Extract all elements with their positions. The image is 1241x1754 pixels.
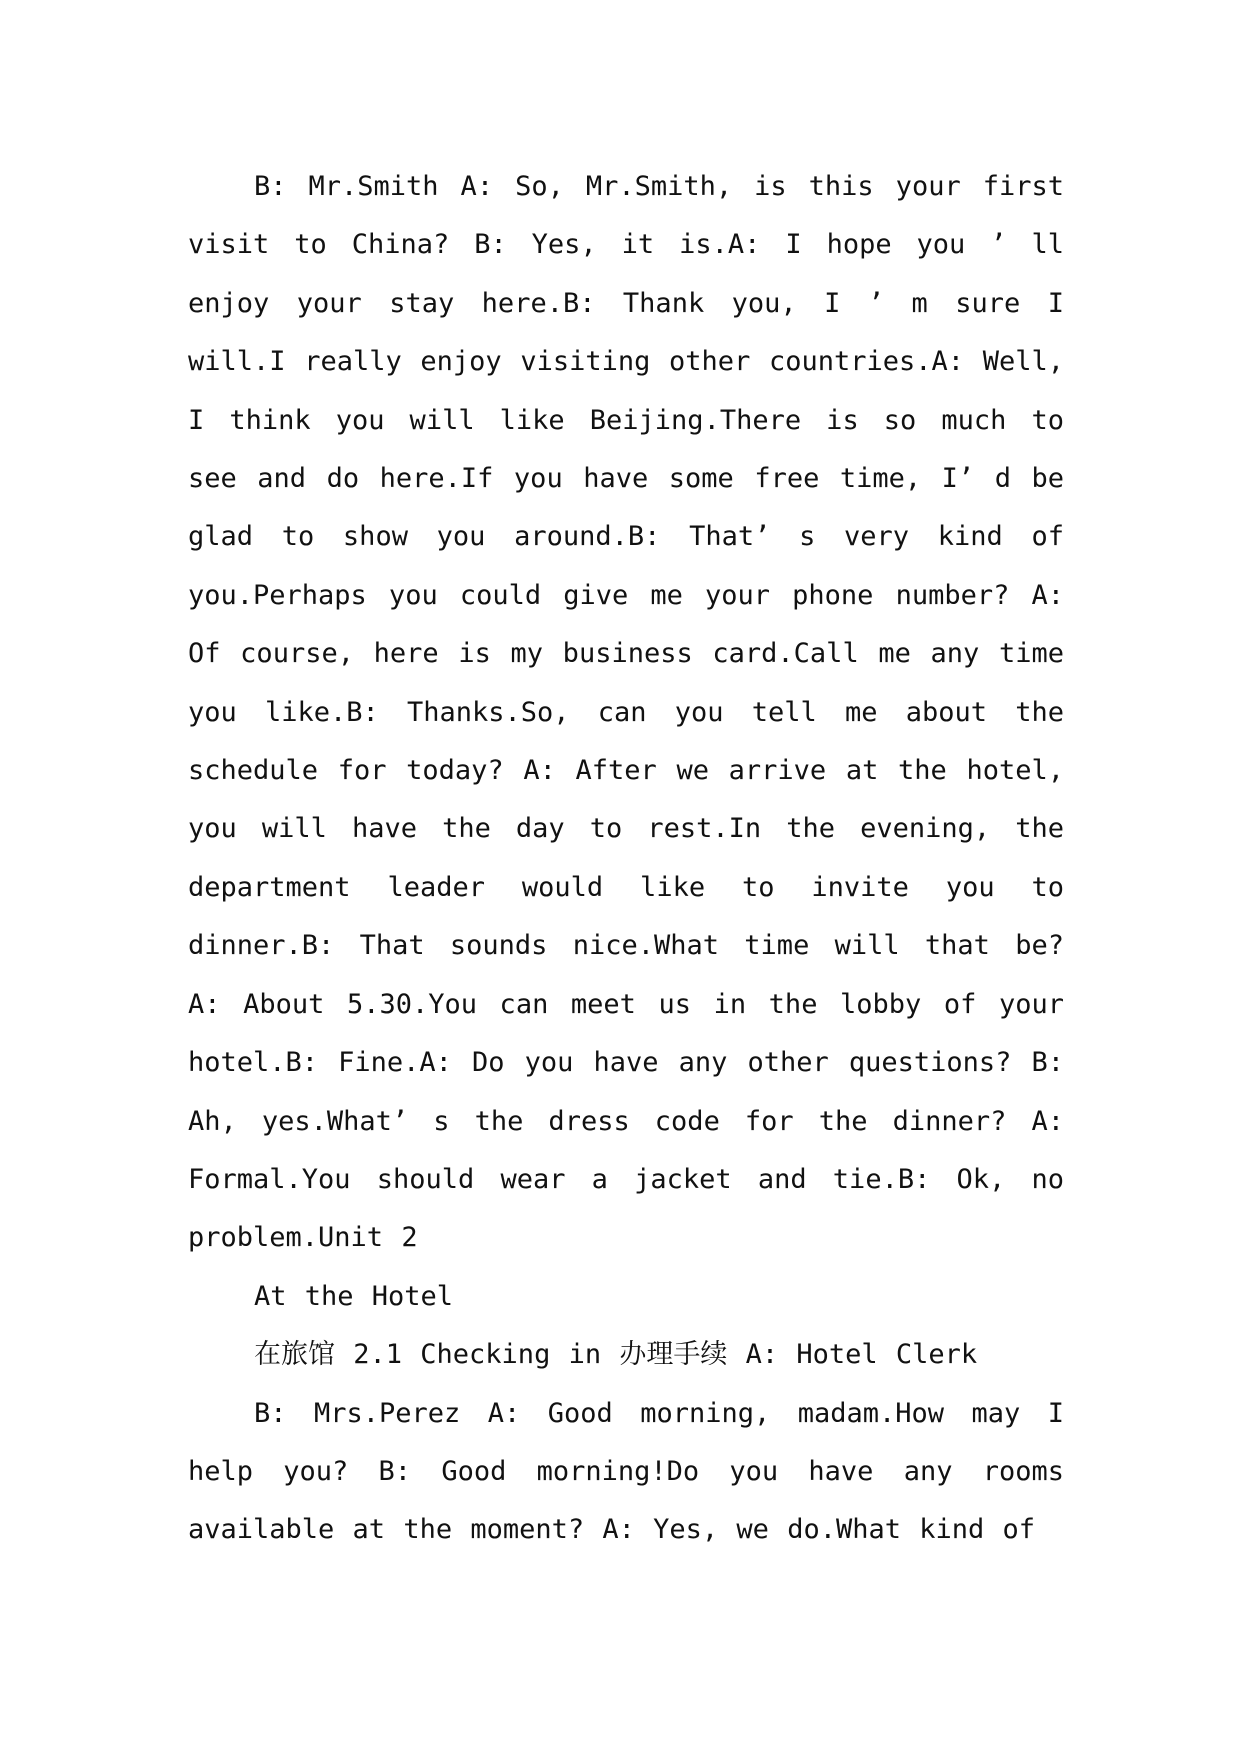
section-heading: At the Hotel: [254, 1280, 454, 1312]
dialogue-paragraph: B: Mrs.Perez A: Good morning, madam.How may I help you? B: Good morning!Do you have any rooms available at the moment? A: Yes, we do.What kind of: [188, 1397, 1064, 1546]
dialogue-paragraph: B: Mr.Smith A: So, Mr.Smith, is this your first visit to China? B: Yes, it is.A: I hope you ’ ll enjoy your stay here.B: Thank you, I ’ m sure I will.I really enjoy visiting other countries.A: Well, I think you will like Beijing.There is so much to see and do here.If you have some free time, I’ d be glad to show you around.B: That’ s very kind of you.Perhaps you could give me your phone number? A: Of course, here is my business card.Call me any time you like.B: Thanks.So, can you tell me about the schedule for today? A: After we arrive at the hotel, you will have the day to rest.In the evening, the department leader would like to invite you to dinner.B: That sounds nice.What time will that be? A: About 5.30.You can meet us in the lobby of your hotel.B: Fine.A: Do you have any other questions? B: Ah, yes.What’ s the dress code for the dinner? A: Formal.You should wear a jacket and tie.B: Ok, no problem.Unit 2: [188, 171, 1064, 1254]
subsection-heading: 在旅馆 2.1 Checking in 办理手续 A: Hotel Clerk: [254, 1339, 978, 1371]
document-body: [188, 158, 1064, 1560]
